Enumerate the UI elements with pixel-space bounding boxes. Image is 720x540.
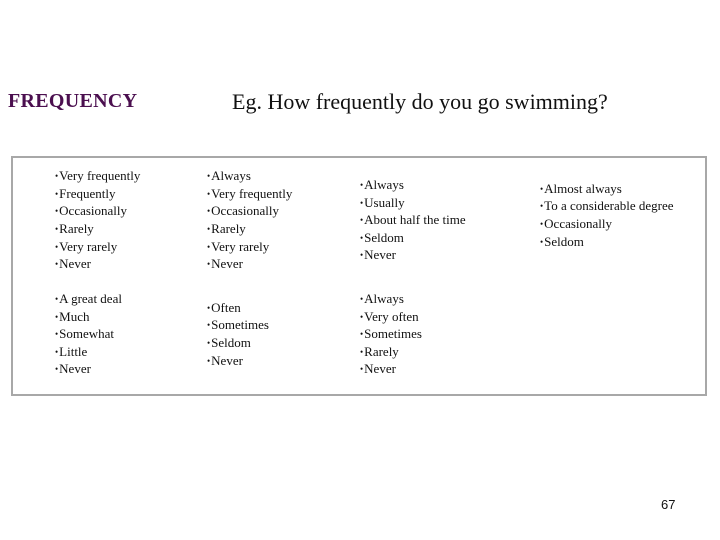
scale-option: • Frequently (55, 186, 140, 204)
scale-option: • Very frequently (55, 168, 140, 186)
scale-option: • Never (55, 361, 122, 379)
scale-option: • Rarely (55, 221, 140, 239)
scale-cell (540, 168, 674, 264)
scale-option: • Occasionally (540, 216, 674, 234)
scale-option: • Always (360, 291, 422, 309)
page-number: 67 (661, 497, 676, 512)
page-title: FREQUENCY (8, 90, 138, 112)
scale-option: • Little (55, 344, 122, 362)
scale-option: • Always (207, 168, 292, 186)
scale-option: • Much (55, 309, 122, 327)
scale-option: • Very frequently (207, 186, 292, 204)
scale-cell (55, 288, 122, 382)
scale-option: • Never (55, 256, 140, 274)
scale-option: • Often (207, 300, 269, 318)
scale-option: • Seldom (360, 230, 466, 248)
scale-option: • Sometimes (360, 326, 422, 344)
scale-option: • Very often (360, 309, 422, 327)
frequency-scales-grid (11, 156, 707, 396)
scale-option: • Almost always (540, 181, 674, 199)
scale-cell (360, 288, 422, 382)
scale-option: • Never (207, 353, 269, 371)
scale-option: • To a considerable degree (540, 198, 674, 216)
scale-option: • Seldom (540, 234, 674, 252)
scale-option: • Never (360, 247, 466, 265)
scale-option: • Rarely (207, 221, 292, 239)
scale-option: • Never (360, 361, 422, 379)
scale-option: • Somewhat (55, 326, 122, 344)
scale-option: • Very rarely (55, 239, 140, 257)
scale-option: • Very rarely (207, 239, 292, 257)
scale-cell (207, 288, 269, 382)
scale-option: • Never (207, 256, 292, 274)
scale-option: • Sometimes (207, 317, 269, 335)
scale-cell (360, 168, 466, 274)
scale-cell (55, 168, 140, 274)
scale-option: • Occasionally (55, 203, 140, 221)
scale-option: • Always (360, 177, 466, 195)
scale-option: • About half the time (360, 212, 466, 230)
scale-cell (207, 168, 292, 274)
example-question: Eg. How frequently do you go swimming? (232, 89, 608, 114)
scale-option: • Seldom (207, 335, 269, 353)
scale-option: • Rarely (360, 344, 422, 362)
scale-option: • Usually (360, 195, 466, 213)
scale-option: • Occasionally (207, 203, 292, 221)
scale-option: • A great deal (55, 291, 122, 309)
